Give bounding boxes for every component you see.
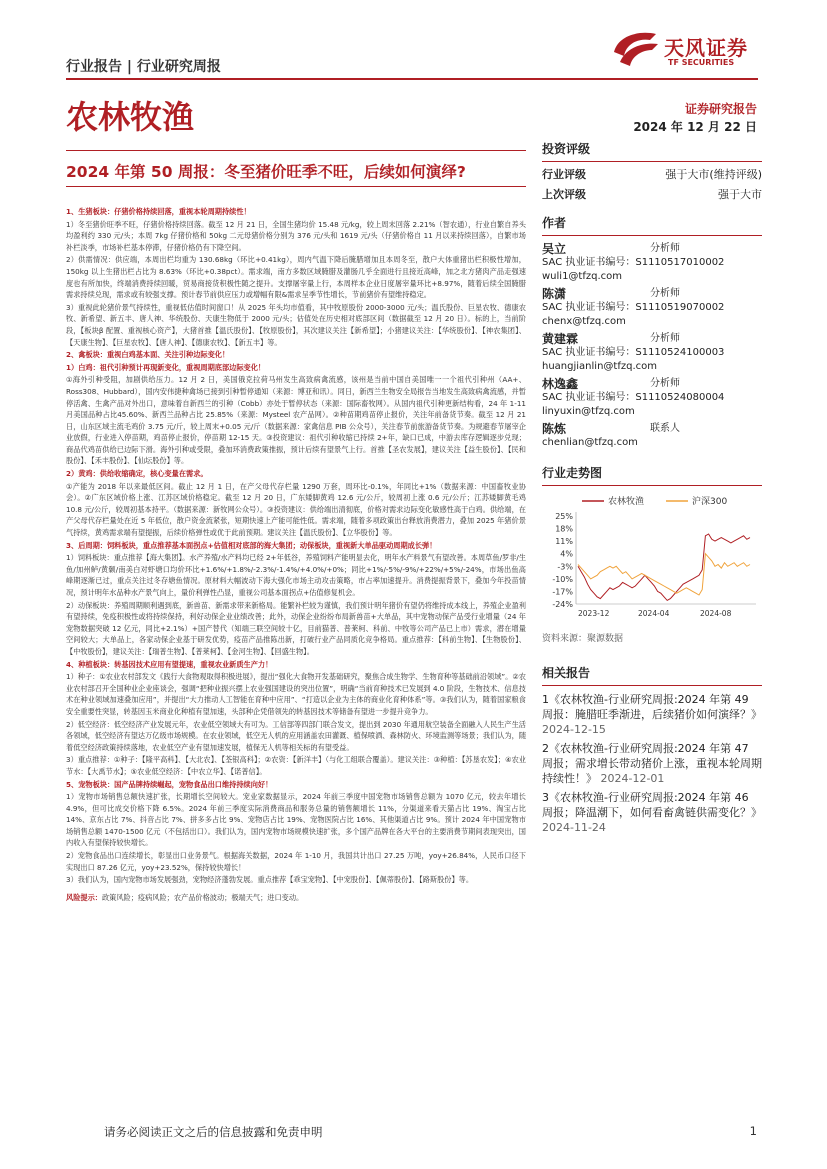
related-list [542,692,762,835]
section-heading: 5、宠物板块：国产品牌持续崛起，宠物食品出口维持持续向好！ [66,779,273,789]
x-tick-label: 2024-08 [700,609,732,618]
x-tick-label: 2023-12 [578,609,610,618]
trend-divider [542,485,762,486]
trend-heading: 行业走势图 [542,466,603,480]
paragraph: 1）冬至猪价旺季不旺，仔猪价格持续回落。截至 12 月 21 日，全国生猪均价 15.48 元/kg，较上周末回落 2.21%（智农通），行业自繁自养头均盈利约 330 元/头；本周 7kg 仔猪价格和 50kg 二元母猪价格分别为 376 元/头和 1619 元/头（仔猪价格自 11 月以来持续回落），自繁市场补栏淡季，市场补栏基本停滞，仔猪价格仍有下降空间。 [66,219,526,252]
series-line [578,534,750,600]
footer-disclaimer: 请务必阅读正文之后的信息披露和免责申明 [104,1125,323,1139]
authors-box [542,214,762,453]
trend-box [542,464,762,644]
paragraph: ①产能为 2018 年以来最低区间。截止 12 月 1 日，在产父母代存栏量 1290 万套，周环比-0.1%，年同比+1%（数据来源：中国畜牧业协会）。②广东区域价格上涨、江苏区域价格稳定。截至 12 月 20 日，广东矮脚黄鸡 12.6 元/公斤，较周初上涨 0.6 元/公斤；江苏矮脚黄毛鸡 10.8 元/公斤，较周初基本持平。（数据来源：新牧网公众号）。③投资建议：供给端出清彻底，价格对需求边际变化敏感性高于白鸡。供给端，在产父母代存栏量处在近 5 年低位，散户资金流紧张，短期快速上产能可能性低。需求端，随着多项政策出台释放消费潜力，叠加 2025 年猪价景气持续，黄鸡需求端有望提振，后续价格弹性或优于此前预期。建议关注【温氏股份】、【立华股份】等。 [66,481,526,538]
author-role: 分析师 [650,243,680,254]
industry-rating-label: 行业评级 [542,168,586,181]
author-name: 陈炼 [542,422,567,436]
author-role: 分析师 [650,378,680,389]
y-tick-label: 18% [555,524,573,534]
author-role: 分析师 [650,288,680,299]
author-email[interactable]: chenlian@tfzq.com [542,437,638,448]
title-top-divider [66,150,526,151]
author-name: 吴立 [542,242,567,256]
author-role: 联系人 [650,423,680,434]
paragraph: 2）宠物食品出口连续增长，彰显出口业务景气。根据海关数据，2024 年 1-10 月，我国共计出口 27.25 万吨，yoy+26.84%，人民币口径下实现出口 87.26 亿元，yoy+23.52%，保持较快增长！ [66,851,526,872]
report-type: 证券研究报告 [684,102,757,116]
authors-heading: 作者 [542,216,567,230]
related-report-item[interactable] [542,790,762,835]
author-email[interactable]: huangjianlin@tfzq.com [542,361,657,372]
sub-heading: 1）白鸡：祖代引种预计再现新变化，重视周期底部边际变化！ [66,362,266,372]
author-list [542,242,762,450]
author-entry [542,287,762,329]
y-tick-label: -10% [552,574,573,584]
section-heading: 4、种植板块：转基因技术应用有望提速，重视农业新质生产力！ [66,659,273,669]
y-tick-label: 25% [555,512,573,521]
y-tick-label: -3% [557,562,573,572]
paragraph: 2）供需情况：供应端，本周出栏均重为 130.68kg（环比+0.41kg），周内气温下降后腌腊增加且本周冬至，散户大体重猪出栏积极性增加，150kg 以上生猪出栏占比为 8.63%（环比+0.38pct）。需求端，南方多数区域腌腊及灌肠几乎全面进行且接近高峰，加之北方猪肉产品走强速度也有所加快，终端消费持续回暖，贸易商接货积极性随之提升。支撑屠宰量上行，本周样本企业日度屠宰量环比+8.97%，随着后续全国腌腊需求持续兑现，需求或有较强支撑。预计春节前供应压力或增幅有限&需求呈季节性增长，节前猪价有望维持稳定。 [66,255,526,300]
related-report-date: 2024-11-24 [542,821,606,834]
prev-rating-label: 上次评级 [542,188,586,201]
author-role: 分析师 [650,333,680,344]
authors-divider [542,235,762,236]
related-box [542,664,762,839]
chart-source: 资料来源：聚源数据 [542,634,624,644]
paragraph: 1）饲料板块：重点推荐【海大集团】。水产养殖/水产料均已经 2+年低谷，养殖饲料产能明显去化，明年水产料景气有望改善。本周草鱼/罗非/生鱼/加州鲈/黄颡/南美白对虾塘口均价环比+1.6%/+1.8%/-2.3%/-1.4%/+4.0%/+0%；同比+1%/-5%/-9%/+22%/+5%/-24%，市场出鱼高峰期逐渐已过，重点关注过冬存塘鱼情况。原材料大幅波动下海大强化市场主动攻击策略，市占率加速提升。消费提振背景下，叠加今年投苗情况，预计明年水品种水产景气向上，量价利弹性凸显，重视公司基本面拐点+估值修复机会。 [66,553,526,597]
paragraph: 3）重点推荐：①种子：【隆平高科】、【大北农】、【荃银高科】；②农资：【新洋丰】（与化工组联合覆盖）。建议关注：③种植：【苏垦农发】；④农业节水：【大禹节水】；⑤农业低空经济：【中农立华】、【诺普信】。 [66,755,526,776]
related-report-title: 1《农林牧渔-行业研究周报:2024 年第 49 周报：腌腊旺季渐进，后续猪价如何演绎？》 [542,693,762,721]
sub-heading: 2）黄鸡：供给收缩确定，核心变量在需求。 [66,469,208,479]
author-name: 陈潇 [542,287,567,301]
paragraph: 3）重视此轮猪价景气持续性，重视低估值时间窗口！从 2025 年头均市值看，其中牧原股份 2000-3000 元/头；温氏股份、巨星农牧、德康农牧、新希望、新五丰、唐人神、华统股份、天康生物低于 2000 元/头；估值处在历史相对底部区间（数据截至 12 月 20 日）。标的上，当前阶段，【板块β 配置、重视核心资产】，大猪首推【温氏股份】、【牧原股份】，其次建议关注【新希望】；小猪建议关注：【华统股份】、【神农集团】、【天康生物】、【巨星农牧】、【唐人神】、【德康农牧】、【新五丰】等。 [66,302,526,347]
author-name: 林逸鑫 [542,377,579,391]
author-email[interactable]: wuli1@tfzq.com [542,271,623,282]
section-heading: 3、后周期：饲料板块，重点推荐基本面拐点+估值相对底部的海大集团；动保板块，重视新大单品驱动周期成长弹！ [66,540,437,550]
report-date: 2024 年 12 月 22 日 [633,120,757,134]
logo-text-en: TF SECURITIES [668,58,735,67]
y-tick-label: -17% [552,587,573,597]
industry-rating-value: 强于大市(维持评级) [665,168,762,181]
author-entry [542,242,762,284]
related-report-title: 3《农林牧渔-行业研究周报:2024 年第 46 周报；降温潮下，如何看畜禽链供需变化？》 [542,791,762,819]
related-heading: 相关报告 [542,666,591,680]
risk-label: 风险提示： [66,892,102,902]
x-tick-label: 2024-04 [638,609,670,618]
related-report-date: 2024-12-15 [542,723,606,736]
sector-title: 农林牧渔 [66,98,195,136]
paragraph: 2）动保板块：养殖周期顺利遇到底，新兽苗、新需求带来新格局。能繁补栏较为谨慎，我们预计明年猪价有望仍将维持成本线上，养殖企业盈利有望持续，免疫积极性或将持续保持，利好动保企业业绩改善；此外，动保企业纷纷布局新兽苗+大单品，其中宠物动保产品受行业增量（24 年宠物数据突破 12 亿元，同比+2.1%）+国产替代（知端三联空间较十亿，目前猫普、普莱柯、科前、中牧等公司产品已上市）需求，潜在增量空间较大；大单品上，各家动保企业基于研发优势，疫苗产品推陈出新，打破行业产品同质化竞争格局。重点推荐：【科前生物】、【生物股份】、【中牧股份】，建议关注：【瑞普生物】、【普莱柯】、【金河生物】、【回盛生物】。 [66,600,526,656]
related-divider [542,685,762,686]
logo-mark-icon [612,28,660,72]
section-heading: 1、生猪板块：仔猪价格持续回落，重视本轮周期持续性！ [66,207,251,216]
paragraph: 1）种子：①农业农村部发文《践行大食物观取得积极进展》，提出“强化大食物开发基础研究，聚焦合成生物学、生物育种等基础前沿领域”。②农业农村部召开全国种业企业座谈会，强调“把种业振兴摆上农业强国建设的突出位置”，明确“当前育种技术已发展到 4.0 阶段，生物技术、信息技术在种业领域加速叠加应用”，并提出“大力推动人工智能在育种中应用”、“打造以企业为主体的商业化育种体系”等。③我们认为，随着国家粮食安全重要性突显，转基因玉米商业化种植有望加速，头部种企凭借领先的转基因技术等储备有望进一步提升竞争力。 [66,672,526,716]
author-cert: SAC 执业证书编号：S1110524100003 [542,347,725,358]
author-email[interactable]: linyuxin@tfzq.com [542,406,635,417]
author-entry [542,422,762,450]
paragraph: 3）我们认为，国内宠物市场发展强劲，宠物经济蓬勃发展。重点推荐【乖宝宠物】、【中宠股份】、【佩蒂股份】、【路斯股份】等。 [66,875,474,885]
paragraph: 2）低空经济：低空经济产业发展元年，农业低空领域大有可为。工信部等四部门联合发文，提出到 2030 年通用航空装备全面融入人民生产生活各领域，低空经济有望达万亿级市场规模。在农业领域，低空无人机的应用涵盖农田灌溉、植保喷洒、森林防火、环境监测等场景；我们认为，随着低空经济政策持续落地，农业低空产业有望加速发展，植保无人机等相关标的有望受益。 [66,719,527,752]
related-report-item[interactable] [542,692,762,737]
author-entry [542,332,762,374]
y-tick-label: 11% [555,537,573,547]
page-number: 1 [749,1124,757,1138]
report-title: 2024 年第 50 周报：冬至猪价旺季不旺，后续如何演绎? [66,163,466,181]
legend-label: 农林牧渔 [608,497,645,507]
risk-text: 政策风险；疫病风险；农产品价格波动；极端天气；进口变动。 [101,892,304,902]
risk-note [66,892,526,904]
main-body [66,206,526,904]
paragraph: 1）宠物市场销售总额快速扩张，长期增长空间较大。宠业家数据显示，2024 年前三季度中国宠物市场销售总额为 1070 亿元，较去年增长 4.9%，但可比成交价格下降 6.5%。2024 年前三季度实际消费商品和服务总量的销售额增长 11%，分渠道来看天猫占比 19%、淘宝占比 14%、京东占比 7%、抖音占比 7%、拼多多占比 9%、宠物店占比 19%、宠物医院占比 16%、其他渠道占比 9%。预计 2024 年中国宠物市场销售总额 1470-1500 亿元（不包括出口）。我们认为，国内宠物市场规模快速扩张，多个国产品牌在各大平台的主要消费节期间表现突出，国内收入有望保持较快增长。 [66,792,526,848]
title-bottom-divider [66,186,526,187]
rating-heading: 投资评级 [542,142,591,156]
paragraph: ①海外引种受阻，加剧供给压力。12 月 2 日，美国俄克拉荷马州发生高致病禽流感，该州是当前中国自美国唯一一个祖代引种州（AA+、Ross308、Hubbard），国内安伟捷种禽场已接到引种暂停通知（来源：博亚和讯）。同日，新西兰生物安全局报告当地发生高致病禽流感，并暂停活禽、生禽产品对外出口，意味着自新西兰的引种（Cobb）亦处于暂停状态（来源：国际畜牧网）。从国内祖代引种更新结构看，24 年 1-11 月美国品种占比45.60%、新西兰品种占比 25.85%（来源：Mysteel 农产品网）。②种苗期鸡苗停止报价，关注年前备货节奏。截至 12 月 21 日，山东区域主流毛鸡价 3.75 元/斤，较上周末+0.05 元/斤（数据来源：家禽信息 PIB 公众号），关注春节前旅游备货节奏。为规避春节屠宰企业放假，行业进入停苗期，鸡苗停止报价，停苗期 12-15 天。③投资建议：祖代引种收缩已持续 2+年，缺口已成，中游去库存逻辑逐步兑现；商品代鸡苗供给已边际下滑。海外引种或受限，叠加环消费政策推振，预计后续有望景气上行。首推【圣农发展】，建议关注【益生股份】、【民和股份】、【禾丰股份】、【仙坛股份】等。 [66,375,526,466]
logo-text-cn: 天风证券 [664,36,748,60]
report-category: 行业报告 | 行业研究周报 [66,59,221,75]
y-tick-label: 4% [560,549,573,559]
rating-divider [542,161,762,162]
industry-rating-row [542,166,762,182]
header-divider [66,78,758,80]
author-entry [542,377,762,419]
author-cert: SAC 执业证书编号：S1110517010002 [542,257,725,268]
y-tick-label: -24% [552,600,573,609]
related-report-date: 2024-12-01 [600,772,665,785]
prev-rating-value: 强于大市 [718,188,762,201]
related-report-item[interactable] [542,741,762,786]
author-cert: SAC 执业证书编号：S1110519070002 [542,302,725,313]
prev-rating-row [542,186,762,202]
author-cert: SAC 执业证书编号：S1110524080004 [542,392,725,403]
author-name: 黄建霖 [542,332,579,346]
author-email[interactable]: chenx@tfzq.com [542,316,626,327]
legend-label: 沪深300 [692,497,728,507]
series-line [578,554,750,595]
related-report-title: 2《农林牧渔-行业研究周报:2024 年第 47 周报；需求增长带动猪价上涨，重视本轮周期持续性！》 [542,742,762,785]
rating-box [542,140,762,202]
trend-chart [542,492,762,624]
section-heading: 2、禽板块：重视白鸡基本面、关注引种边际变化！ [66,350,230,360]
